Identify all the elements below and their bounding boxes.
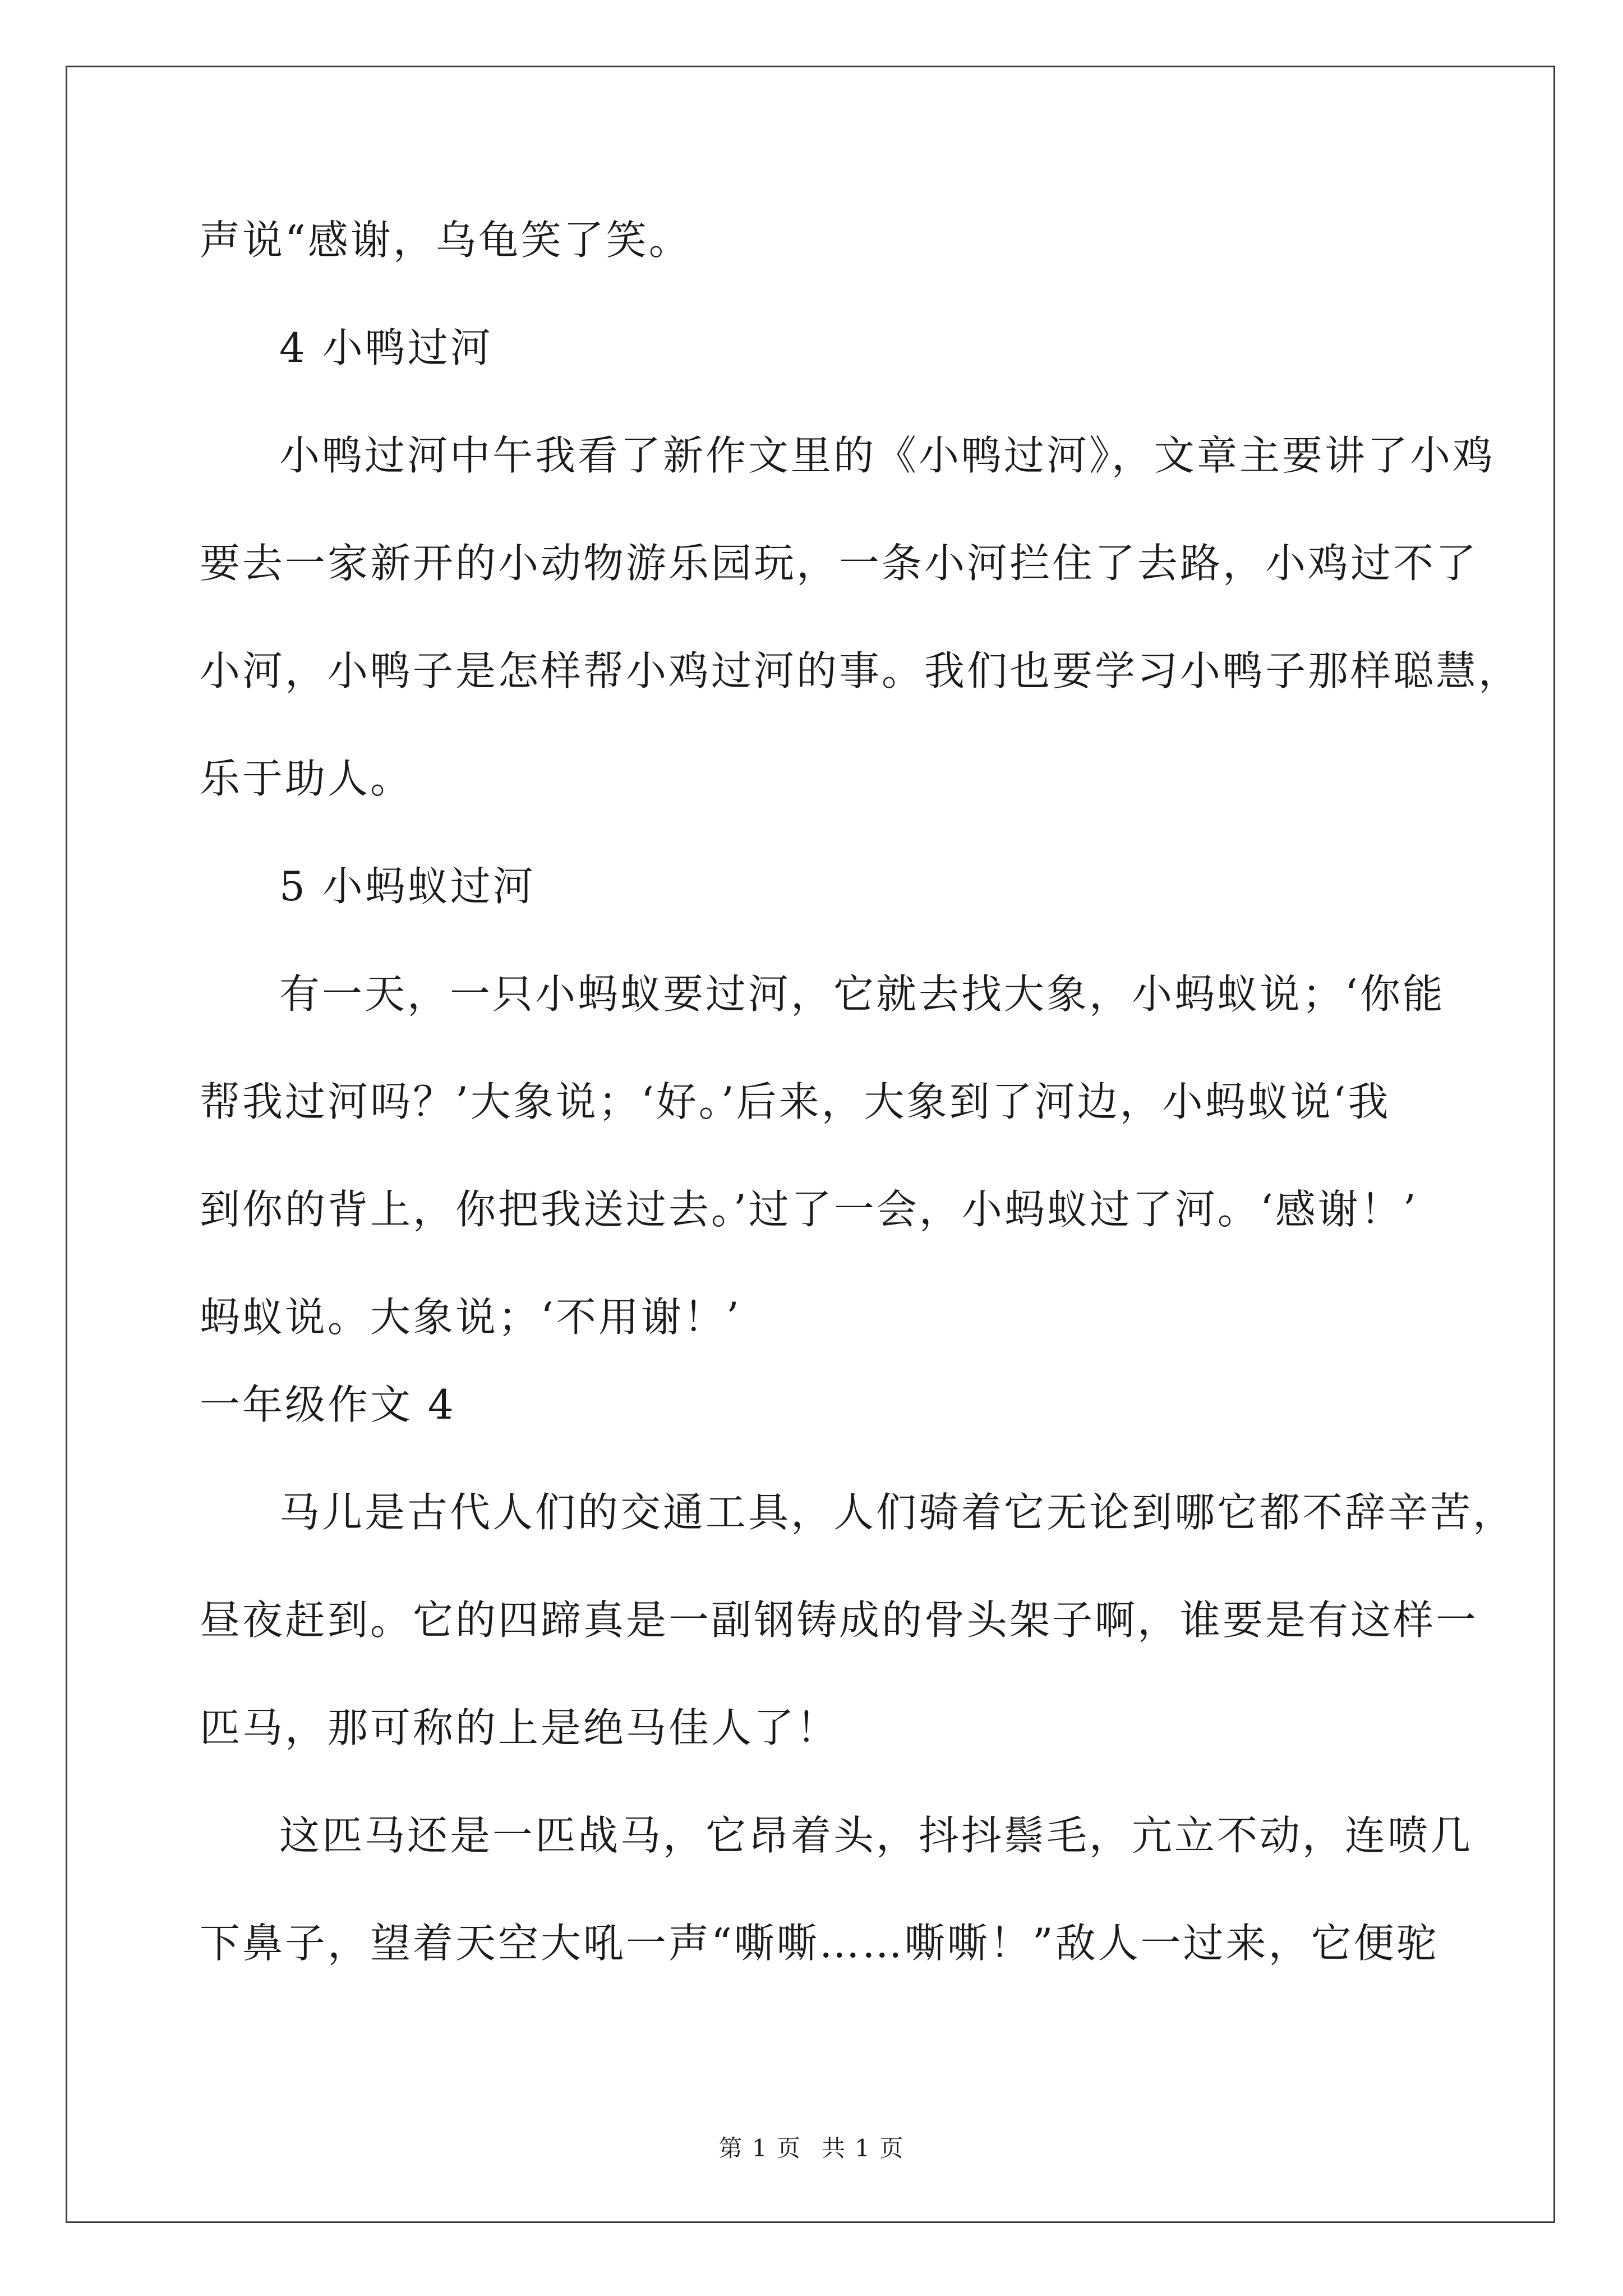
document-body	[200, 213, 1521, 2024]
essay-title: 一年级作文 4	[200, 1381, 456, 1428]
paragraph-line: 匹马，那可称的上是绝马佳人了！	[200, 1704, 840, 1751]
paragraph-line: 蚂蚁说。大象说；‘不用谢！’	[200, 1294, 741, 1341]
paragraph-line: 到你的背上，你把我送过去。’过了一会，小蚂蚁过了河。‘感谢！’	[200, 1186, 1418, 1233]
section-heading: 4 小鸭过河	[279, 324, 493, 371]
paragraph-line: 帮我过河吗？’大象说；‘好。’后来，大象到了河边，小蚂蚁说‘我	[200, 1078, 1391, 1125]
paragraph-line: 要去一家新开的小动物游乐园玩，一条小河拦住了去路，小鸡过不了	[200, 540, 1479, 587]
page-total: 共 1 页	[822, 2134, 905, 2162]
paragraph-line: 有一天，一只小蚂蚁要过河，它就去找大象，小蚂蚁说；‘你能	[279, 970, 1445, 1018]
page-number: 第 1 页	[718, 2134, 801, 2162]
paragraph-line: 这匹马还是一匹战马，它昂着头，抖抖鬃毛，亢立不动，连喷几	[279, 1812, 1473, 1859]
paragraph-line: 小河，小鸭子是怎样帮小鸡过河的事。我们也要学习小鸭子那样聪慧，	[200, 647, 1521, 694]
paragraph-line: 声说“感谢，乌龟笑了笑。	[200, 217, 691, 264]
paragraph-line: 乐于助人。	[200, 755, 413, 802]
paragraph-line: 昼夜赶到。它的四蹄真是一副钢铸成的骨头架子啊，谁要是有这样一	[200, 1596, 1479, 1644]
page-footer	[0, 2133, 1623, 2164]
paragraph-line: 下鼻子，望着天空大吼一声“嘶嘶……嘶嘶！”敌人一过来，它便驼	[200, 1920, 1439, 1967]
paragraph-line: 小鸭过河中午我看了新作文里的《小鸭过河》，文章主要讲了小鸡	[279, 432, 1496, 479]
section-heading: 5 小蚂蚁过河	[279, 863, 536, 910]
paragraph-line: 马儿是古代人们的交通工具，人们骑着它无论到哪它都不辞辛苦，	[279, 1489, 1516, 1536]
